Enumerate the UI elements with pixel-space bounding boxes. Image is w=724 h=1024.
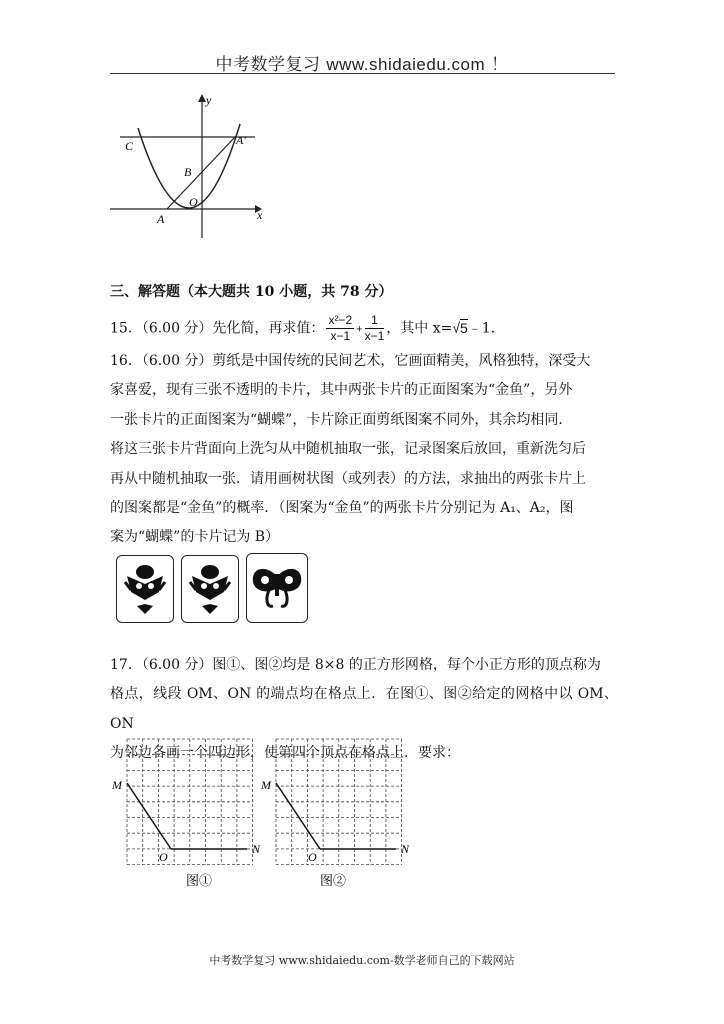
label-O: O <box>189 195 198 209</box>
goldfish-icon <box>117 556 173 622</box>
goldfish-icon <box>182 556 238 622</box>
q16-line: 案为“蝴蝶”的卡片记为 B） <box>110 529 280 546</box>
grid-lines <box>127 739 253 865</box>
q15-tail-b: ﹣1． <box>467 320 505 337</box>
q17-line: 为邻边各画一个四边形，使第四个顶点在格点上．要求： <box>110 745 460 762</box>
q16-line: 再从中随机抽取一张．请用画树状图（或列表）的方法，求抽出的两张卡片上 <box>110 470 586 487</box>
q16-line: 将这三张卡片背面向上洗匀从中随机抽取一张，记录图案后放回，重新洗匀后 <box>110 441 586 458</box>
card-goldfish-1 <box>116 555 174 623</box>
q15-plus: + <box>356 323 363 336</box>
label-M: M <box>112 778 122 792</box>
header-url[interactable]: www.shidaiedu.com <box>326 55 486 74</box>
q17-line: 17．（6.00 分）图①、图②均是 8×8 的正方形网格，每个小正方形的顶点称为 <box>110 657 601 673</box>
q15-tail-a: ，其中 x= <box>386 320 453 337</box>
q15-frac1-den: x−1 <box>330 329 351 343</box>
page-header <box>0 50 724 75</box>
q16-line: 16．（6.00 分）剪纸是中国传统的民间艺术，它画面精美，风格独特，深受大 <box>110 353 591 369</box>
q16-line: 的图案都是“金鱼”的概率．（图案为“金鱼”的两张卡片分别记为 A₁、A₂，图 <box>110 500 574 517</box>
q16-line: 家喜爱，现有三张不透明的卡片，其中两张卡片的正面图案为“金鱼”，另外 <box>110 382 573 399</box>
butterfly-icon <box>247 554 307 622</box>
page-footer: 中考数学复习 www.shidaiedu.com-数学老师自己的下载网站 <box>209 954 515 967</box>
section-title: 三、解答题（本大题共 10 小题，共 78 分） <box>110 284 393 300</box>
parabola-figure <box>105 90 270 240</box>
q15-frac2-num: 1 <box>365 313 385 329</box>
q15-frac1-num: x²−2 <box>328 313 353 327</box>
label-y: y <box>206 93 212 107</box>
q15-frac2-den: x−1 <box>364 329 385 343</box>
header-title: 中考数学复习 <box>215 55 321 75</box>
label-O: O <box>159 850 168 864</box>
header-exclaim: ！ <box>491 55 509 75</box>
sqrt-sign: √ <box>452 319 461 336</box>
label-C: C <box>125 139 134 153</box>
grid-caption: 图① <box>186 874 213 889</box>
label-O: O <box>308 850 317 864</box>
y-axis-arrow <box>198 94 206 102</box>
label-B: B <box>184 165 192 179</box>
grid-caption: 图② <box>320 874 347 889</box>
card-goldfish-2 <box>181 555 239 623</box>
label-N: N <box>252 842 261 856</box>
q16-line: 一张卡片的正面图案为“蝴蝶”，卡片除正面剪纸图案不同外，其余均相同． <box>110 411 573 428</box>
question-15 <box>110 313 618 344</box>
label-N: N <box>401 842 410 856</box>
label-A: A <box>157 212 165 226</box>
grid-lines <box>276 739 402 865</box>
card-butterfly <box>246 553 308 623</box>
segment-AA2 <box>167 137 235 209</box>
q15-fraction-2 <box>365 313 385 344</box>
label-x: x <box>257 208 263 222</box>
header-rule <box>110 73 615 74</box>
q15-fraction-1 <box>326 313 354 344</box>
segment-OM <box>276 783 320 849</box>
grid-figure-1 <box>108 735 268 895</box>
q15-sqrt-arg: 5 <box>460 319 468 336</box>
segment-OM <box>127 783 171 849</box>
q15-lead: 15．（6.00 分）先化简，再求值： <box>110 320 325 337</box>
label-A-prime: A′ <box>236 133 246 147</box>
q17-line: 格点，线段 OM、ON 的端点均在格点上．在图①、图②给定的网格中以 OM、ON <box>110 686 618 732</box>
grid-figure-2 <box>257 735 417 895</box>
question-16 <box>110 347 618 553</box>
label-M: M <box>261 778 271 792</box>
